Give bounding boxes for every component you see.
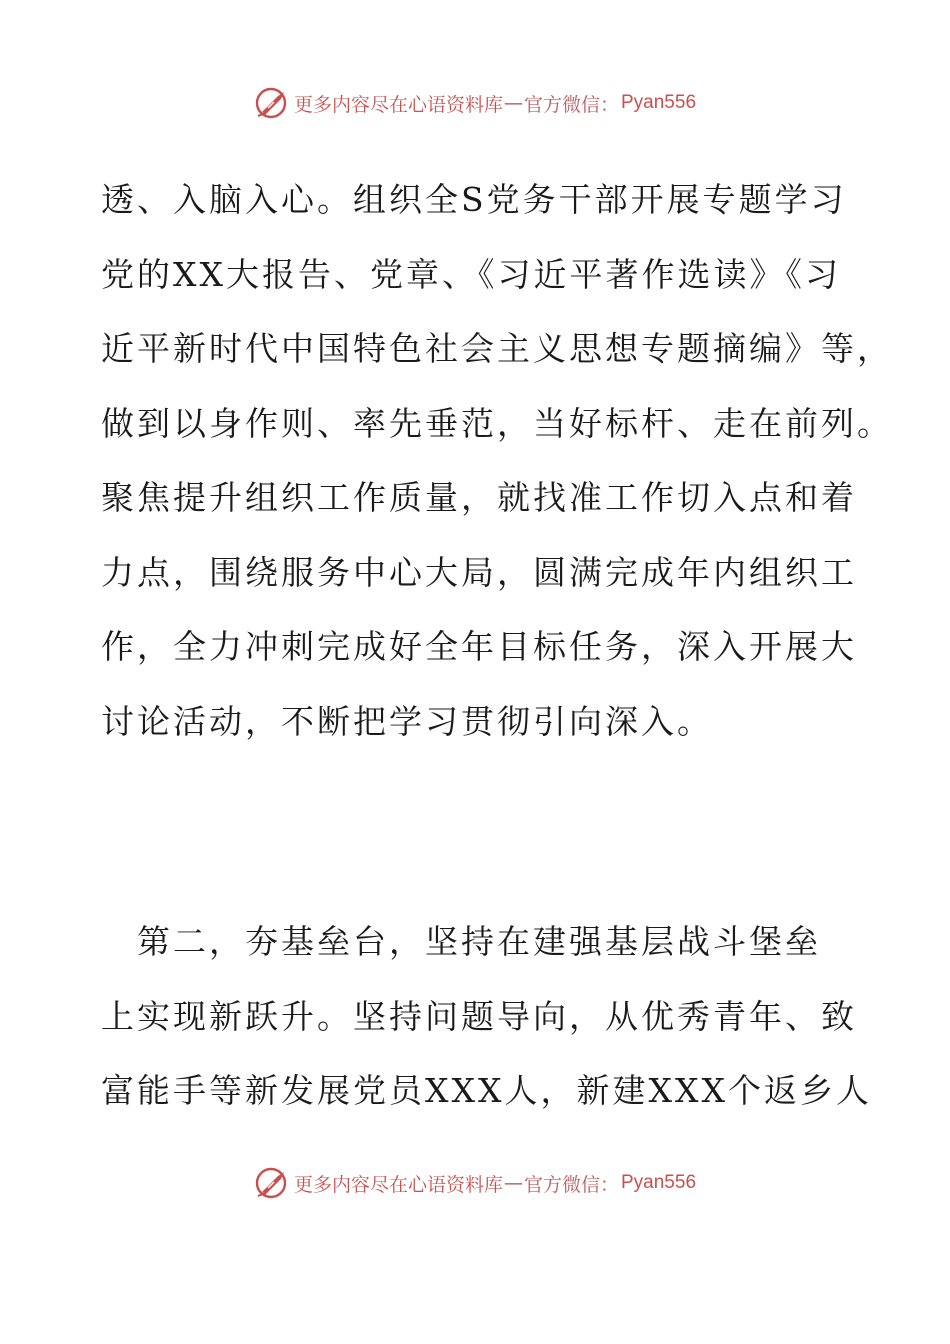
pen-nib-logo-icon: [254, 1166, 292, 1200]
header-watermark: [0, 83, 950, 123]
watermark-brand-text: 更多内容尽在心语资料库: [293, 93, 503, 116]
paragraph-line: 上实现新跃升。坚持问题导向，从优秀青年、致: [101, 996, 857, 1036]
paragraph-line: 透、入脑入心。组织全S党务干部开展专题学习: [101, 180, 847, 219]
footer-watermark: [0, 1163, 950, 1203]
watermark-wechat-id: Pyan556: [621, 1172, 697, 1193]
paragraph-2: [101, 905, 872, 1129]
paragraph-line: 第二，夯基垒台，坚持在建强基层战斗堡垒: [101, 922, 821, 961]
watermark-brand-text: 更多内容尽在心语资料库: [293, 1173, 503, 1196]
paragraph-line: 讨论活动，不断把学习贯彻引向深入。: [101, 701, 713, 741]
paragraph-line: 近平新时代中国特色社会主义思想专题摘编》等，: [101, 329, 893, 368]
watermark-separator: —: [503, 1172, 523, 1194]
paragraph-line: 作，全力冲刺完成好全年目标任务，深入开展大: [101, 627, 857, 666]
pen-nib-logo-icon: [254, 86, 292, 120]
watermark-wechat-label: 官方微信：: [523, 1173, 619, 1196]
paragraph-line: 党的XX大报告、党章、《习近平著作选读》《习: [101, 254, 841, 294]
paragraph-line: 力点，围绕服务中心大局，圆满完成年内组织工: [101, 552, 857, 592]
paragraph-1: [101, 163, 893, 759]
watermark-separator: —: [503, 92, 523, 114]
paragraph-line: 做到以身作则、率先垂范，当好标杆、走在前列。: [101, 403, 893, 443]
paragraph-line: 富能手等新发展党员XXX人，新建XXX个返乡人: [101, 1071, 872, 1110]
watermark-wechat-label: 官方微信：: [523, 93, 619, 116]
paragraph-line: 聚焦提升组织工作质量，就找准工作切入点和着: [101, 478, 857, 517]
watermark-wechat-id: Pyan556: [621, 92, 697, 113]
